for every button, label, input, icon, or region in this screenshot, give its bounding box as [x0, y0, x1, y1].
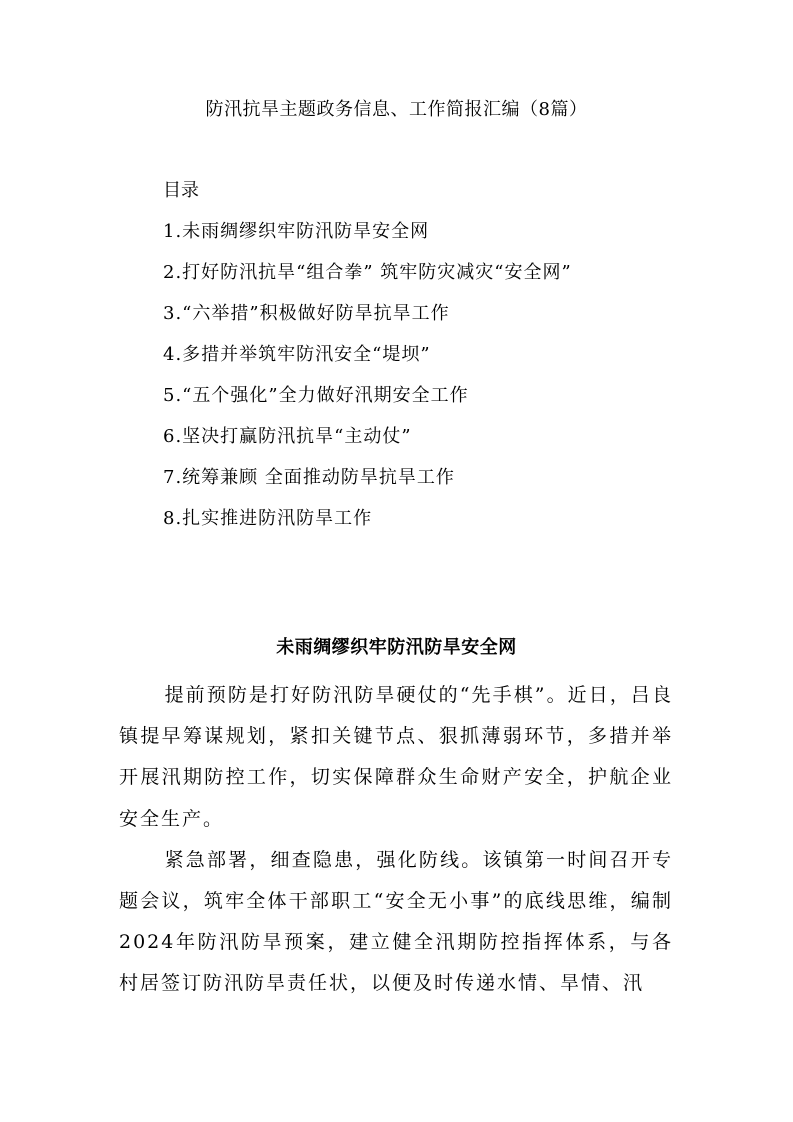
body-paragraph: 紧急部署，细查隐患，强化防线。该镇第一时间召开专题会议，筑牢全体干部职工“安全无小事”的底线思维，编制2024年防汛防旱预案，建立健全汛期防控指挥体系，与各村居签订防汛防旱责任状，以便及时传递水情、旱情、汛	[119, 848, 673, 995]
table-of-contents	[163, 176, 723, 545]
toc-item: 3.“六举措”积极做好防旱抗旱工作	[163, 303, 450, 324]
toc-item: 1.未雨绸缪织牢防汛防旱安全网	[163, 221, 430, 242]
toc-item: 7.统筹兼顾 全面推动防旱抗旱工作	[163, 467, 455, 488]
toc-item: 2.打好防汛抗旱“组合拳” 筑牢防灾减灾“安全网”	[163, 262, 572, 283]
toc-item: 5.“五个强化”全力做好汛期安全工作	[163, 385, 469, 406]
toc-item: 6.坚决打赢防汛抗旱“主动仗”	[163, 426, 412, 447]
toc-item: 8.扎实推进防汛防旱工作	[163, 508, 373, 529]
section-title: 未雨绸缪织牢防汛防旱安全网	[276, 637, 517, 658]
body-paragraph: 提前预防是打好防汛防旱硬仗的“先手棋”。近日，吕良镇提早筹谋规划，紧扣关键节点、狠抓薄弱环节，多措并举开展汛期防控工作，切实保障群众生命财产安全，护航企业安全生产。	[119, 684, 673, 830]
section-body	[119, 675, 673, 1005]
document-title: 防汛抗旱主题政务信息、工作简报汇编（8篇）	[205, 99, 588, 120]
toc-item: 4.多措并举筑牢防汛安全“堤坝”	[163, 344, 431, 365]
toc-heading: 目录	[163, 180, 199, 201]
